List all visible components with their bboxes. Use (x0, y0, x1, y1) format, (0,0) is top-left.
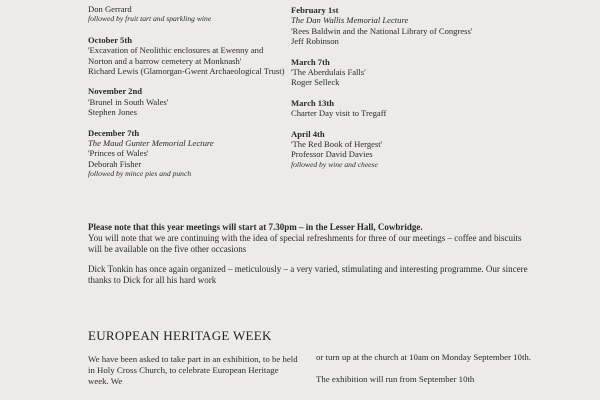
event-speaker: 'Princes of Wales' (88, 148, 149, 159)
event-item (88, 128, 288, 180)
meeting-notice (88, 222, 528, 295)
event-title: 'Excavation of Neolithic enclosures at Ewenny and Norton and a barrow cemetery at Monknash' (88, 45, 264, 66)
event-date: November 2nd (88, 86, 143, 97)
clipped-speaker: Don Gerrard (88, 4, 132, 14)
event-item (88, 86, 288, 117)
heritage-right-p2: The exhibition will run from September 10th (316, 374, 475, 384)
notice-refreshments: You will note that we are continuing with the idea of special refreshments for three of our meetings – coffee and biscuits will be available on the five other occasions (88, 233, 522, 254)
event-date: March 7th (291, 56, 330, 67)
event-speaker: 'Rees Baldwin and the National Library of Congress' (291, 25, 473, 36)
heritage-heading: EUROPEAN HERITAGE WEEK (88, 328, 272, 343)
event-speaker: Deborah Fisher (88, 158, 142, 169)
event-item (291, 98, 541, 119)
notice-thanks: Dick Tonkin has once again organized – meticulously – a very varied, stimulating and interesting programme. Our sincere thanks to Dick for all his hard work (88, 264, 528, 285)
event-title: 'The Aberdulais Falls' (291, 67, 366, 78)
event-item (88, 35, 288, 77)
event-date: March 13th (291, 97, 335, 108)
event-date: February 1st (291, 5, 339, 15)
event-item (291, 5, 541, 47)
event-date: October 5th (88, 34, 132, 45)
event-item (291, 129, 541, 171)
heritage-right-text (316, 352, 546, 396)
event-lecture: The Dan Wallis Memorial Lecture (291, 15, 409, 26)
event-speaker: Charter Day visit to Tregaff (291, 108, 387, 119)
heritage-left-text: We have been asked to take part in an exhibition, to be held in Holy Cross Church, to celebrate European Heritage week. We (88, 354, 298, 386)
event-speaker: Jeff Robinson (291, 36, 339, 47)
event-lecture: The Maud Gunter Memorial Lecture (88, 138, 214, 149)
event-speaker: Roger Selleck (291, 77, 340, 88)
event-title: 'Brunel in South Wales' (88, 96, 169, 107)
event-title: 'The Red Book of Hergest' (291, 139, 383, 150)
right-event-column (291, 0, 541, 180)
notice-bold-line: Please note that this year meetings will start at 7.30pm – in the Lesser Hall, Cowbridge. (88, 222, 423, 232)
event-speaker: Professor David Davies (291, 149, 373, 160)
event-note: followed by wine and cheese (291, 159, 378, 169)
event-item (291, 57, 541, 88)
event-speaker: Stephen Jones (88, 107, 137, 118)
event-speaker: Richard Lewis (Glamorgan-Gwent Archaeological Trust) (88, 66, 285, 77)
heritage-right-p1: or turn up at the church at 10am on Monday September 10th. (316, 352, 531, 362)
event-date: April 4th (291, 128, 325, 139)
left-event-column (88, 0, 288, 190)
clipped-note: followed by fruit tart and sparkling wine (88, 14, 212, 24)
event-date: December 7th (88, 127, 140, 138)
event-note: followed by mince pies and punch (88, 169, 192, 179)
